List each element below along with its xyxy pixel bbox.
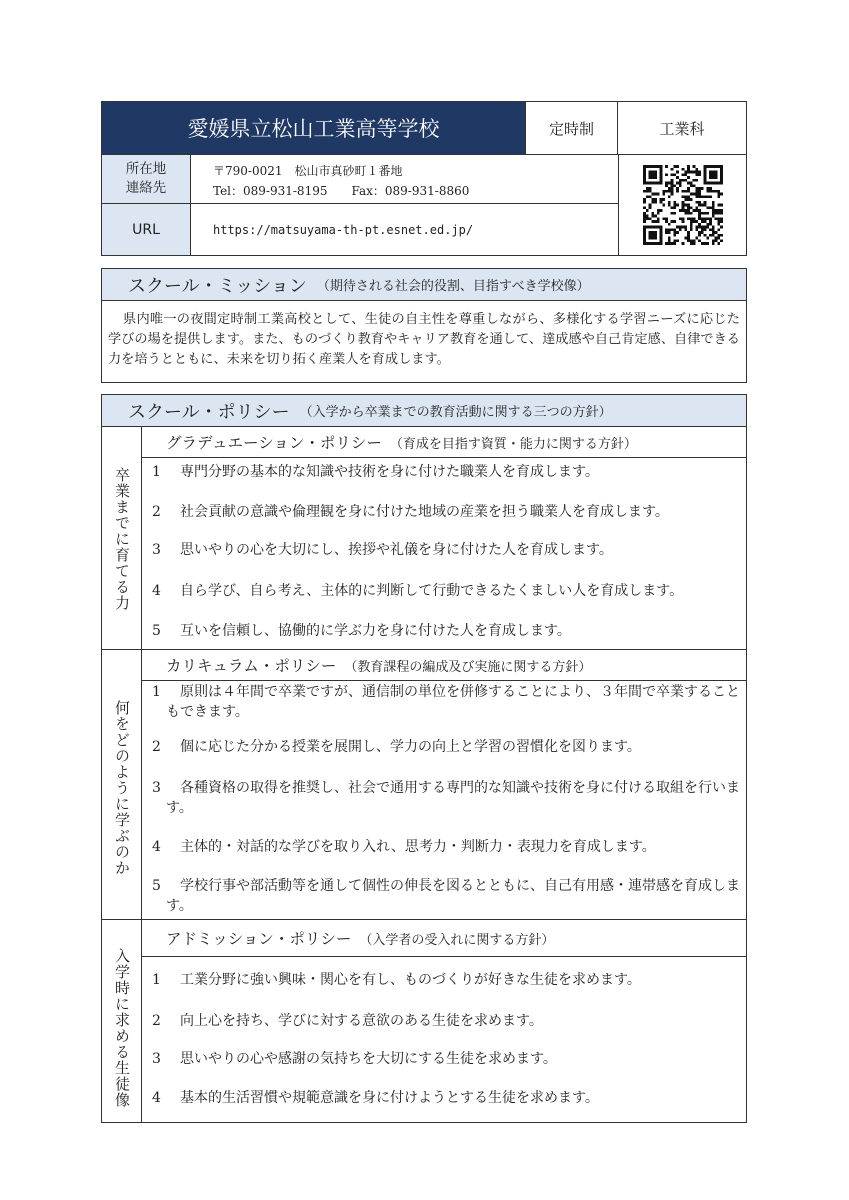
location-text	[191, 154, 618, 203]
department: 工業科	[659, 119, 705, 138]
admission-item-4-text: 基本的生活習慣や規範意識を身に付けようとする生徒を求めます。	[180, 1090, 599, 1106]
curriculum-heading	[142, 650, 746, 681]
mission-title: スクール・ミッション	[128, 275, 307, 297]
admission-item-1	[152, 970, 740, 990]
curriculum-item-4	[152, 837, 740, 857]
mission-subtitle: （期待される社会的役割、目指すべき学校像）	[316, 279, 590, 294]
admission-item-3	[152, 1049, 740, 1069]
graduation-item-2-num: 2	[152, 504, 161, 520]
location-label	[102, 154, 191, 203]
curriculum-item-2	[152, 737, 740, 757]
graduation-item-4	[152, 581, 740, 601]
admission-subtitle: （入学者の受入れに関する方針）	[359, 932, 555, 948]
admission-side-text: 入学時に求める生徒像	[113, 948, 131, 1108]
admission-policy	[102, 919, 746, 1122]
admission-item-2-text: 向上心を持ち、学びに対する意欲のある生徒を求めます。	[180, 1013, 543, 1029]
curriculum-item-3-num: 3	[152, 780, 161, 796]
graduation-item-1-num: 1	[152, 464, 161, 480]
graduation-item-2	[152, 502, 740, 522]
curriculum-item-4-text: 主体的・対話的な学びを取り入れ、思考力・判断力・表現力を育成します。	[180, 839, 656, 855]
curriculum-item-2-text: 個に応じた分かる授業を展開し、学力の向上と学習の習慣化を図ります。	[180, 739, 641, 755]
school-header	[101, 101, 747, 256]
admission-item-3-text: 思いやりの心や感謝の気持ちを大切にする生徒を求めます。	[180, 1051, 557, 1067]
curriculum-policy	[102, 649, 746, 919]
curriculum-item-5-text: 学校行事や部活動等を通して個性の伸長を図るとともに、自己有用感・連帯感を育成します。	[166, 878, 740, 914]
address: 〒790-0021 松山市真砂町１番地	[213, 164, 403, 178]
url-label: URL	[102, 203, 191, 255]
graduation-side-label	[102, 427, 142, 649]
phone-fax: Tel：089-931-8195 Fax：089-931-8860	[213, 184, 470, 198]
curriculum-item-5	[152, 876, 740, 916]
graduation-item-3-num: 3	[152, 542, 161, 558]
graduation-side-text: 卒業までに育てる力	[113, 467, 131, 611]
qr-code-icon[interactable]	[643, 165, 723, 245]
policy-title: スクール・ポリシー	[128, 401, 290, 423]
curriculum-side-text: 何をどのように学ぶのか	[113, 700, 131, 876]
mission-heading	[102, 269, 746, 301]
graduation-item-3	[152, 540, 740, 560]
school-name: 愛媛県立松山工業高等学校	[102, 102, 526, 154]
school-policy	[101, 394, 747, 1123]
admission-heading	[142, 920, 746, 957]
curriculum-item-2-num: 2	[152, 739, 161, 755]
admission-item-3-num: 3	[152, 1051, 161, 1067]
graduation-item-2-text: 社会貢献の意識や倫理観を身に付けた地域の産業を担う職業人を育成します。	[180, 504, 669, 520]
graduation-item-4-text: 自ら学び、自ら考え、主体的に判断して行動できるたくましい人を育成します。	[180, 583, 684, 599]
graduation-item-1-text: 専門分野の基本的な知識や技術を身に付けた職業人を育成します。	[180, 464, 599, 480]
admission-item-2-num: 2	[152, 1013, 161, 1029]
graduation-title: グラデュエーション・ポリシー	[166, 434, 382, 452]
curriculum-item-3-text: 各種資格の取得を推奨し、社会で通用する専門的な知識や技術を身に付ける取組を行います。	[166, 780, 740, 816]
location-label-address: 所在地	[125, 161, 167, 177]
admission-item-1-num: 1	[152, 972, 161, 988]
curriculum-title: カリキュラム・ポリシー	[166, 657, 337, 675]
graduation-item-3-text: 思いやりの心を大切にし、挨拶や礼儀を身に付けた人を育成します。	[180, 542, 613, 558]
curriculum-subtitle: （教育課程の編成及び実施に関する方針）	[344, 659, 592, 675]
school-url[interactable]: https://matsuyama-th-pt.esnet.ed.jp/	[191, 203, 618, 255]
admission-item-2	[152, 1011, 740, 1031]
location-label-contact: 連絡先	[125, 180, 167, 196]
admission-item-4-num: 4	[152, 1090, 161, 1106]
school-mission	[101, 268, 747, 383]
curriculum-item-3	[152, 778, 740, 818]
admission-item-1-text: 工業分野に強い興味・関心を有し、ものづくりが好きな生徒を求めます。	[180, 972, 641, 988]
curriculum-item-1-num: 1	[152, 684, 161, 700]
qr-code-cell	[618, 154, 746, 255]
graduation-policy	[102, 427, 746, 649]
curriculum-item-1-text: 原則は４年間で卒業ですが、通信制の単位を併修することにより、３年間で卒業することもできます。	[166, 684, 740, 720]
curriculum-side-label	[102, 650, 142, 919]
admission-side-label	[102, 920, 142, 1122]
curriculum-item-1	[152, 682, 740, 722]
graduation-item-1	[152, 462, 740, 482]
policy-subtitle: （入学から卒業までの教育活動に関する三つの方針）	[299, 405, 612, 420]
policy-heading	[102, 395, 746, 427]
graduation-item-5	[152, 621, 740, 641]
mission-body: 県内唯一の夜間定時制工業高校として、生徒の自主性を尊重しながら、多様化する学習ニーズに応じた学びの場を提供します。また、ものづくり教育やキャリア教育を通して、達成感や自己肯定感、自律できる力を培うとともに、未来を切り拓く産業人を育成します。	[108, 312, 740, 367]
course-type: 定時制	[526, 102, 618, 154]
admission-item-4	[152, 1088, 740, 1108]
graduation-subtitle: （育成を目指す資質・能力に関する方針）	[389, 436, 637, 452]
curriculum-item-5-num: 5	[152, 878, 161, 894]
admission-title: アドミッション・ポリシー	[166, 930, 352, 948]
graduation-heading	[142, 427, 746, 458]
graduation-item-5-num: 5	[152, 623, 161, 639]
graduation-item-4-num: 4	[152, 583, 161, 599]
curriculum-item-4-num: 4	[152, 839, 161, 855]
graduation-item-5-text: 互いを信頼し、協働的に学ぶ力を身に付けた人を育成します。	[180, 623, 571, 639]
